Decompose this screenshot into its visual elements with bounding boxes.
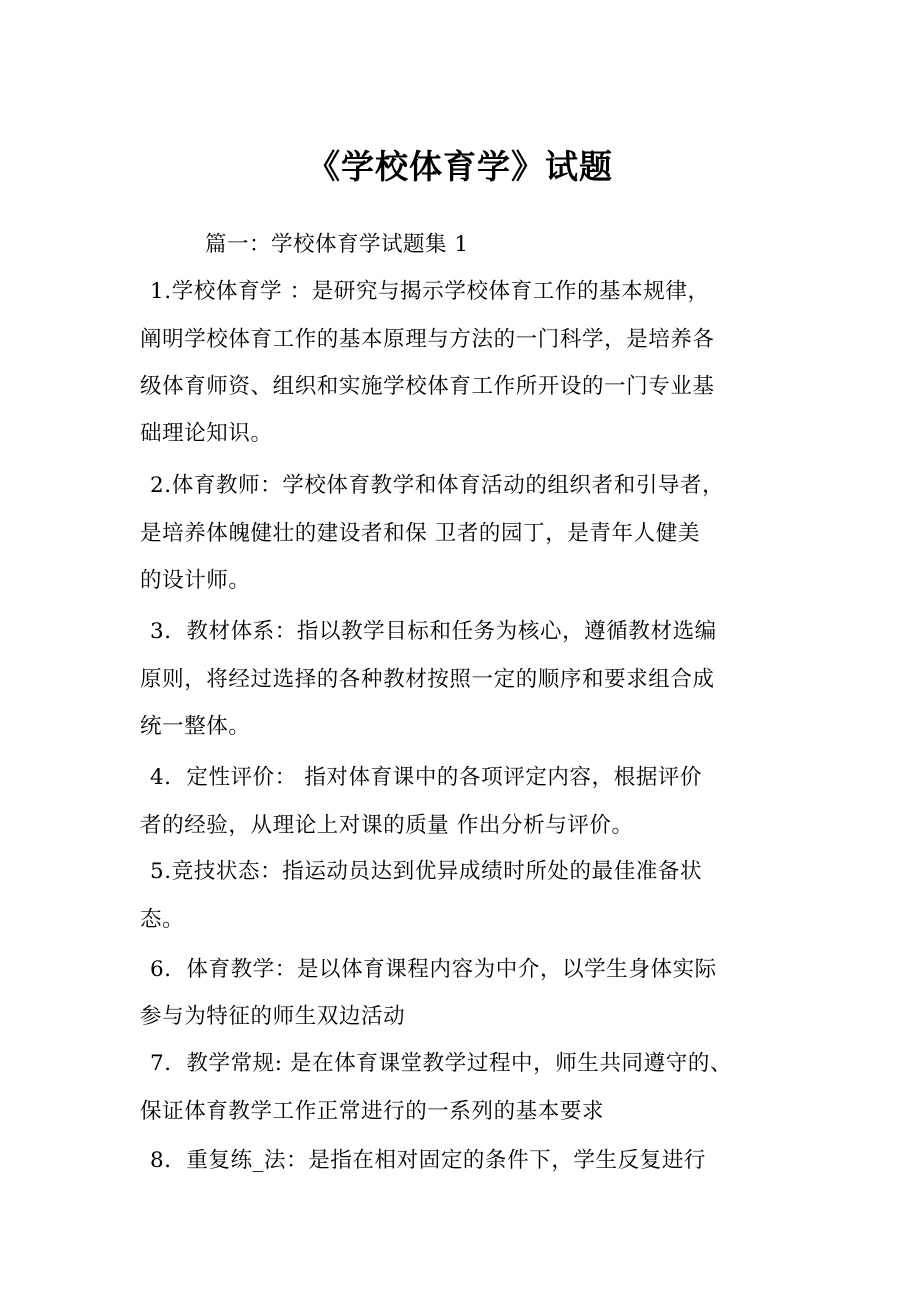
entry-6-line-2: 参与为特征的师生双边活动 (140, 1004, 406, 1029)
section-subtitle: 篇一：学校体育学试题集 1 (205, 232, 469, 257)
entry-3-line-2: 原则，将经过选择的各种教材按照一定的顺序和要求组合成 (140, 667, 715, 692)
entry-3-line-1: 3．教材体系：指以教学目标和任务为核心，遵循教材选编 (150, 619, 717, 644)
entry-2-line-3: 的设计师。 (140, 568, 251, 593)
entry-3-line-3: 统一整体。 (140, 714, 251, 739)
entry-7-line-1: 7．教学常规: 是在体育课堂教学过程中，师生共同遵守的、 (150, 1051, 733, 1076)
entry-2-line-2: 是培养体魄健壮的建设者和保 卫者的园丁，是青年人健美 (140, 521, 700, 546)
entry-5-line-1: 5.竞技状态：指运动员达到优异成绩时所处的最佳准备状 (150, 859, 703, 884)
entry-1-line-2: 阐明学校体育工作的基本原理与方法的一门科学，是培养各 (140, 327, 715, 352)
entry-7-line-2: 保证体育教学工作正常进行的一系列的基本要求 (140, 1099, 605, 1124)
entry-1-line-1: 1.学校体育学 ：是研究与揭示学校体育工作的基本规律， (150, 279, 710, 304)
entry-1-line-4: 础理论知识。 (140, 421, 273, 446)
entry-4-line-1: 4．定性评价： 指对体育课中的各项评定内容，根据评价 (150, 765, 703, 790)
entry-5-line-2: 态。 (140, 907, 185, 932)
entry-2-line-1: 2.体育教师：学校体育教学和体育活动的组织者和引导者， (150, 473, 725, 498)
entry-6-line-1: 6．体育教学：是以体育课程内容为中介，以学生身体实际 (150, 957, 717, 982)
entry-8-line-1: 8．重复练_法：是指在相对固定的条件下，学生反复进行 (150, 1148, 707, 1173)
document-title: 《学校体育学》试题 (307, 147, 613, 186)
entry-1-line-3: 级体育师资、组织和实施学校体育工作所开设的一门专业基 (140, 374, 715, 399)
entry-4-line-2: 者的经验，从理论上对课的质量 作出分析与评价。 (140, 813, 634, 838)
